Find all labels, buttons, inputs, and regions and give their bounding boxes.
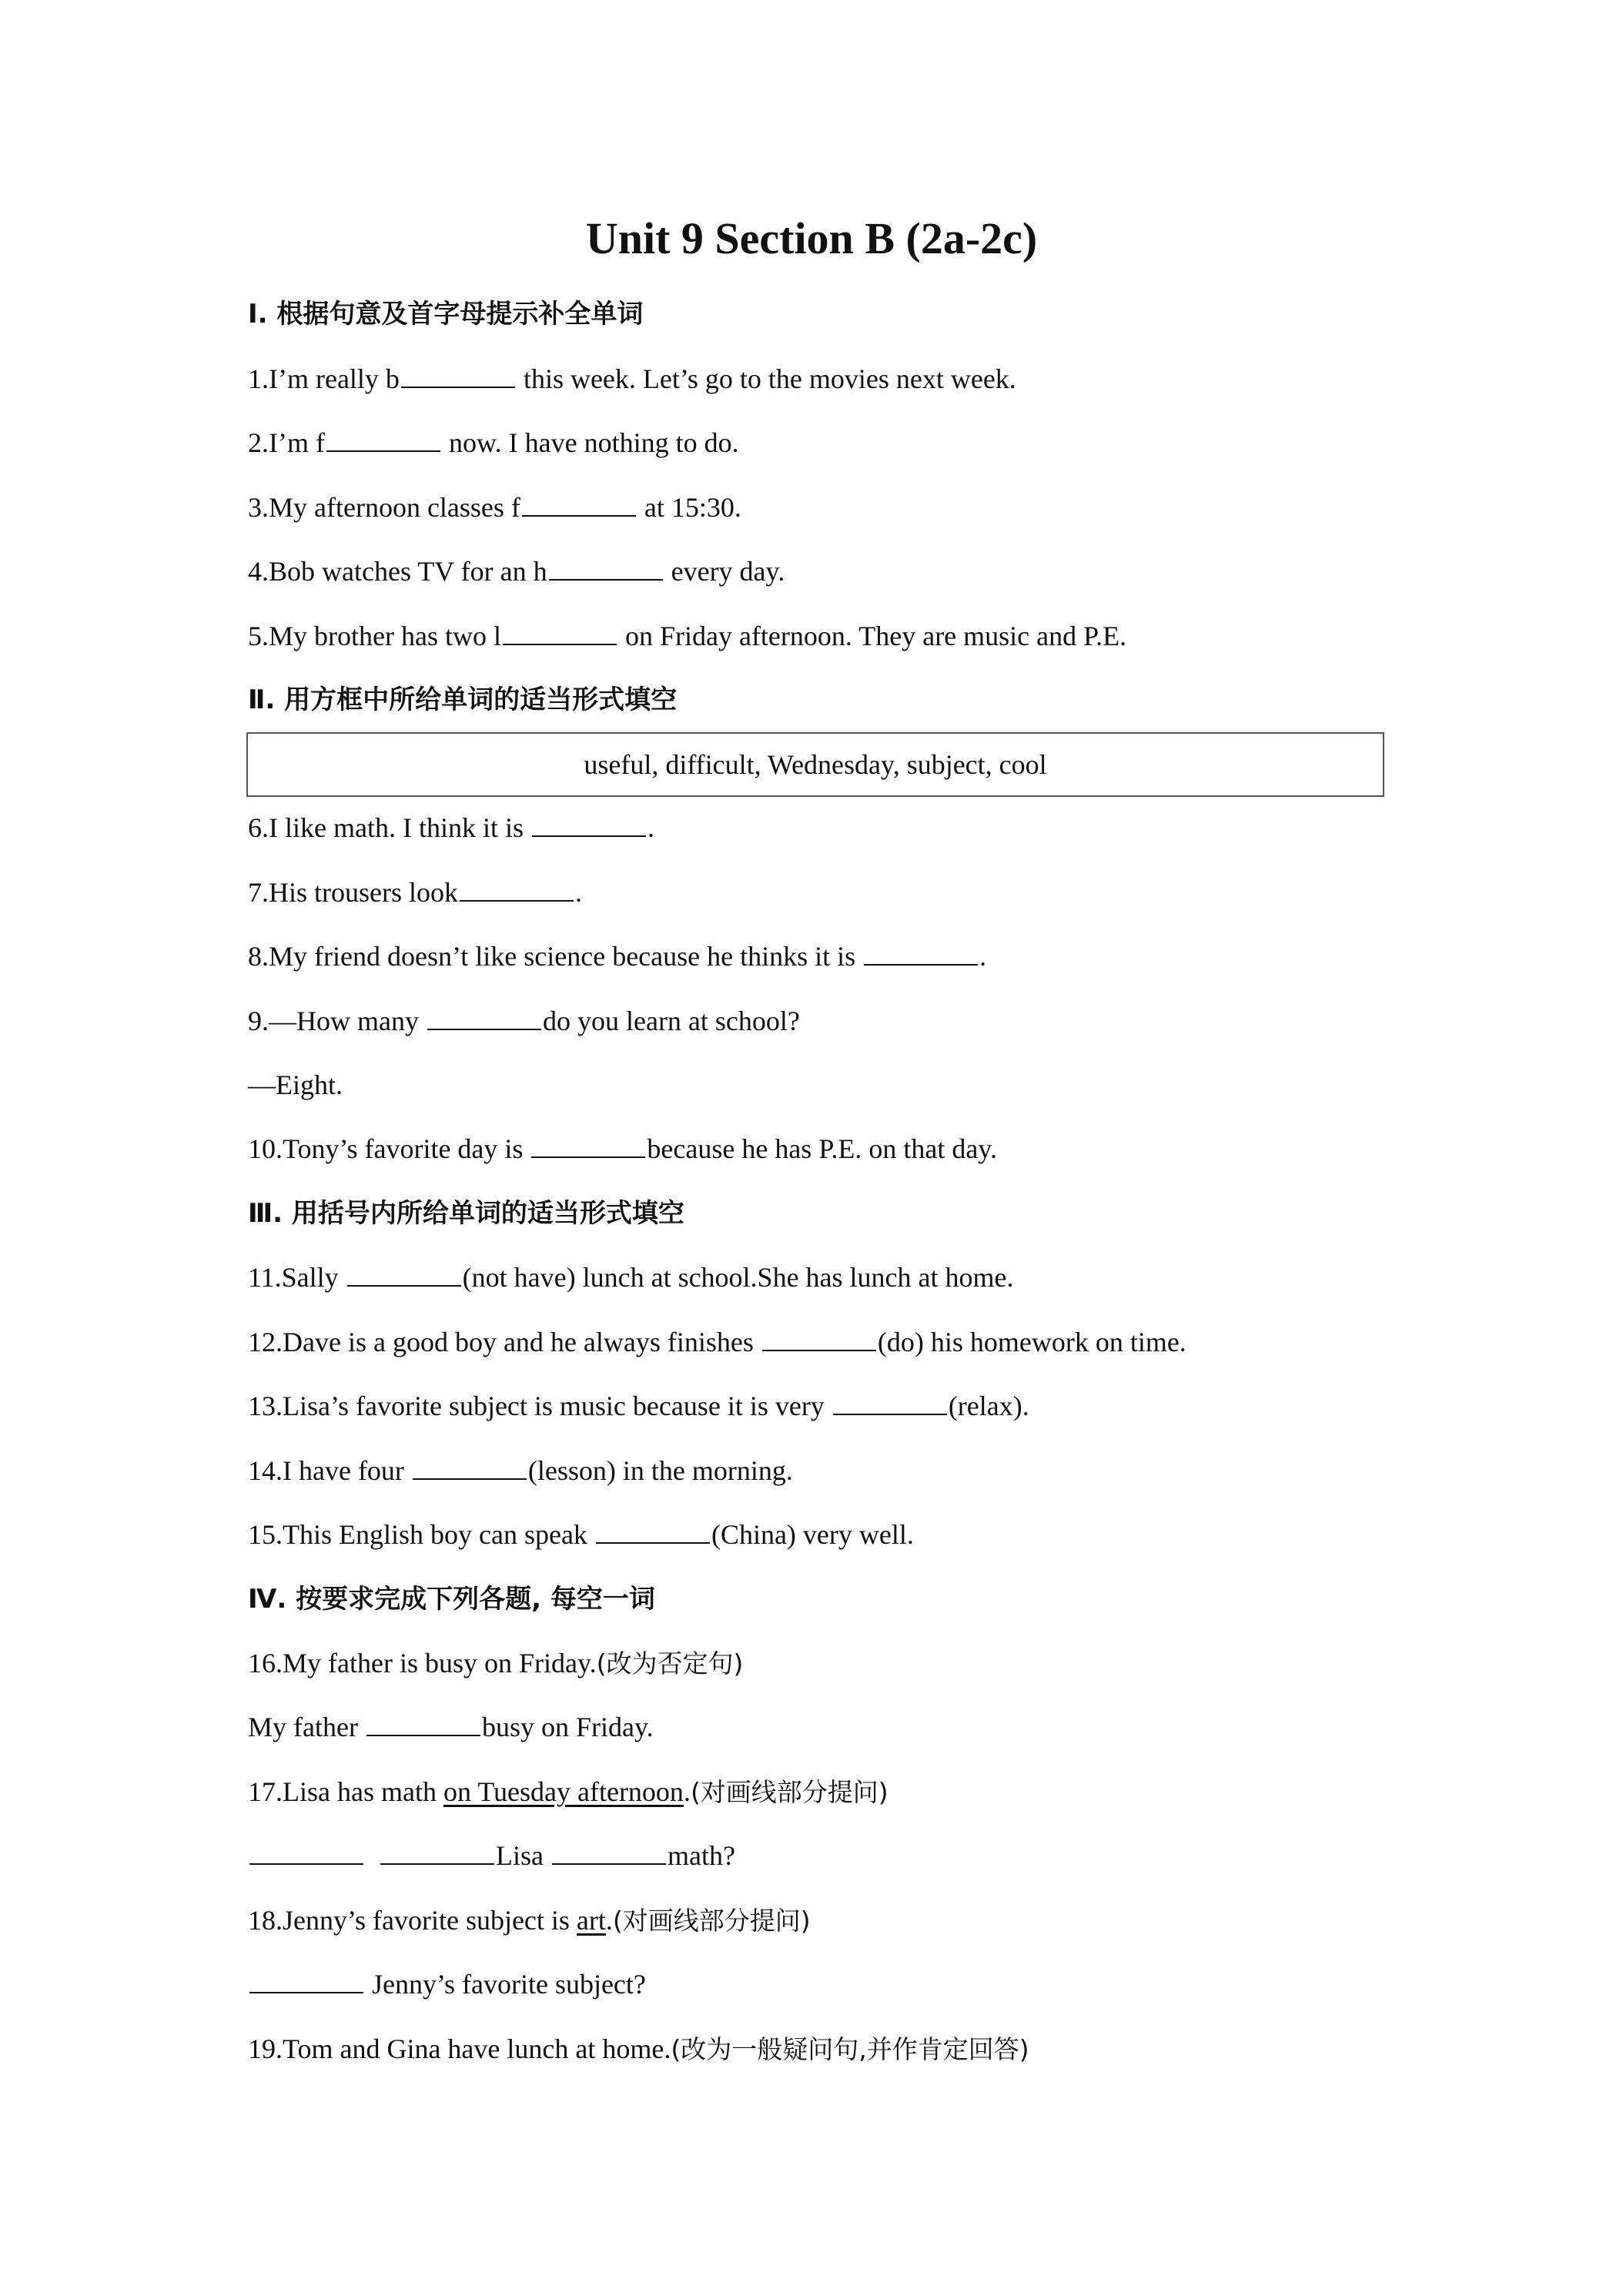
- question-5: 5.My brother has two l on Friday afternoon. They are music and P.E.: [248, 617, 1126, 655]
- answer-blank[interactable]: [532, 809, 646, 837]
- question-11: 11.Sally (not have) lunch at school.She has lunch at home.: [248, 1258, 1014, 1297]
- answer-blank[interactable]: [864, 938, 978, 966]
- question-16: 16.My father is busy on Friday.(改为否定句): [248, 1648, 744, 1678]
- question-17-answer-line: Lisa math?: [248, 1836, 735, 1875]
- answer-blank[interactable]: [460, 874, 574, 902]
- question-12: 12.Dave is a good boy and he always finishes (do) his homework on time.: [248, 1323, 1186, 1361]
- answer-blank[interactable]: [522, 489, 636, 517]
- question-14: 14.I have four (lesson) in the morning.: [248, 1451, 793, 1490]
- question-7: 7.His trousers look .: [248, 873, 582, 912]
- answer-blank[interactable]: [503, 618, 617, 645]
- answer-blank[interactable]: [762, 1324, 876, 1351]
- answer-blank[interactable]: [413, 1452, 527, 1480]
- question-18-answer-line: Jenny’s favorite subject?: [248, 1965, 646, 2003]
- word-box: useful, difficult, Wednesday, subject, cool: [246, 732, 1384, 797]
- section-2-heading: Ⅱ. 用方框中所给单词的适当形式填空: [248, 684, 678, 715]
- question-17: 17.Lisa has math on Tuesday afternoon.(对画线部分提问): [248, 1776, 888, 1807]
- answer-blank[interactable]: [549, 553, 663, 581]
- section-1-heading: Ⅰ. 根据句意及首字母提示补全单词: [248, 299, 644, 330]
- question-13: 13.Lisa’s favorite subject is music because it is very (relax).: [248, 1387, 1029, 1425]
- answer-blank[interactable]: [380, 1837, 494, 1865]
- question-15: 15.This English boy can speak (China) very well.: [248, 1515, 914, 1554]
- question-18: 18.Jenny’s favorite subject is art.(对画线部分提问): [248, 1905, 811, 1936]
- question-19: 19.Tom and Gina have lunch at home.(改为一般疑问句,并作肯定回答): [248, 2033, 1029, 2064]
- question-1: 1.I’m really b this week. Let’s go to the movies next week.: [248, 360, 1016, 398]
- answer-blank[interactable]: [366, 1709, 480, 1736]
- page-title: Unit 9 Section B (2a-2c): [585, 213, 1038, 263]
- question-6: 6.I like math. I think it is .: [248, 808, 654, 847]
- section-4-heading: Ⅳ. 按要求完成下列各题, 每空一词: [248, 1584, 655, 1615]
- answer-blank[interactable]: [531, 1130, 645, 1158]
- answer-blank[interactable]: [833, 1387, 947, 1415]
- question-9: 9.—How many do you learn at school?: [248, 1002, 800, 1040]
- question-16-answer-line: My father busy on Friday.: [248, 1708, 654, 1746]
- answer-blank[interactable]: [249, 1966, 363, 1993]
- answer-blank[interactable]: [347, 1259, 461, 1287]
- question-2: 2.I’m f now. I have nothing to do.: [248, 423, 739, 462]
- answer-blank[interactable]: [427, 1002, 541, 1030]
- answer-blank[interactable]: [552, 1837, 666, 1865]
- answer-blank[interactable]: [249, 1837, 363, 1865]
- section-3-heading: Ⅲ. 用括号内所给单词的适当形式填空: [248, 1198, 684, 1229]
- question-4: 4.Bob watches TV for an h every day.: [248, 552, 785, 591]
- answer-blank[interactable]: [401, 360, 515, 388]
- answer-blank[interactable]: [326, 424, 440, 452]
- question-10: 10.Tony’s favorite day is because he has P.E. on that day.: [248, 1130, 997, 1168]
- question-8: 8.My friend doesn’t like science because he thinks it is .: [248, 937, 986, 976]
- answer-blank[interactable]: [596, 1516, 710, 1544]
- question-3: 3.My afternoon classes f at 15:30.: [248, 488, 741, 527]
- question-9-answer: —Eight.: [248, 1069, 343, 1100]
